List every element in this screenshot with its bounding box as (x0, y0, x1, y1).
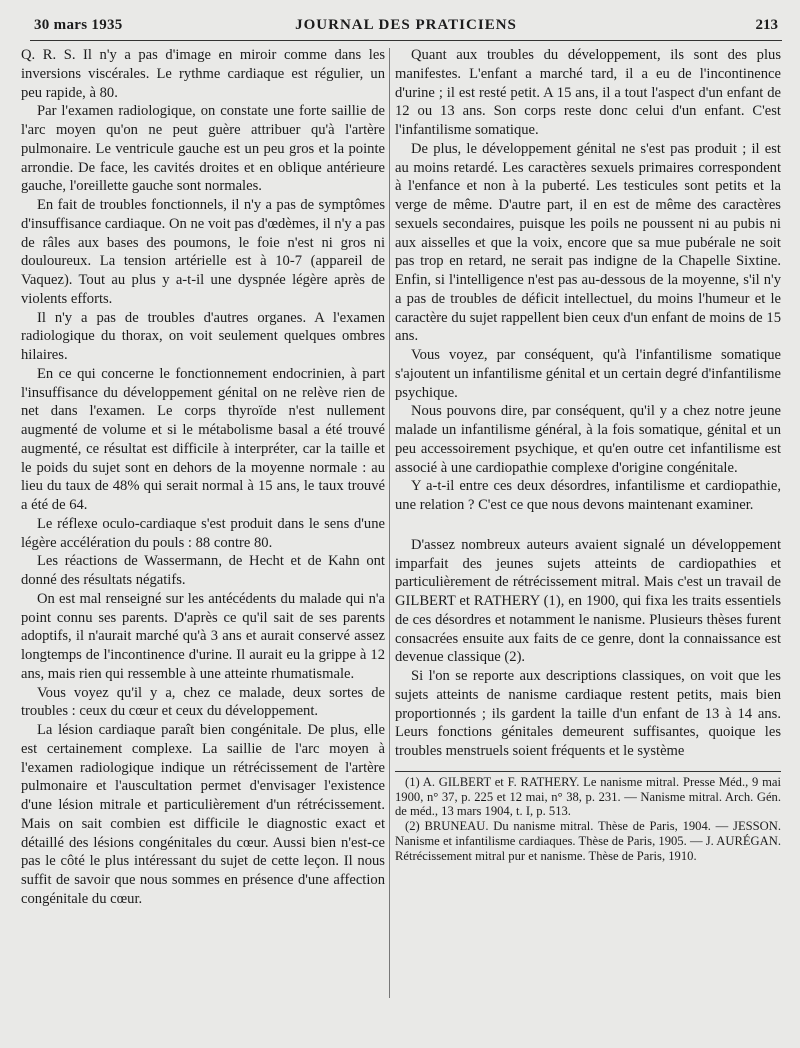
paragraph: En fait de troubles fonctionnels, il n'y a pas de symptômes d'insuffisance cardiaque. On ne voit pas d'œdèmes, il n'y a pas de râles aux bases des poumons, le foie n'est ni gros ni douloureux. La tension artérielle est à 10-7 (appareil de Vaquez). Tout au plus y a-t-il une dyspnée légère après de violents efforts. (21, 197, 385, 307)
paragraph: Y a-t-il entre ces deux désordres, infantilisme et cardiopathie, une relation ? C'est ce que nous devons maintenant examiner. (395, 478, 781, 513)
paragraph: Vous voyez, par conséquent, qu'à l'infantilisme somatique s'ajoutent un infantilisme génital et un certain degré d'infantilisme psychique. (395, 347, 781, 401)
paragraph: Par l'examen radiologique, on constate une forte saillie de l'arc moyen qu'on ne peut guère attribuer qu'à l'artère pulmonaire. Le ventricule gauche est un peu gros et la pointe arrondie. De face, les cavités droites et en oblique antérieure gauche, l'oreillette gauche sont normales. (21, 103, 385, 195)
footnote: (2) BRUNEAU. Du nanisme mitral. Thèse de Paris, 1904. — JESSON. Nanisme et infantilisme cardiaques. Thèse de Paris, 1905. — J. AURÉGAN. Rétrécissement mitral pur et nanisme. Thèse de Paris, 1910. (395, 819, 781, 863)
footnote: (1) A. GILBERT et F. RATHERY. Le nanisme mitral. Presse Méd., 9 mai 1900, n° 37, p. 225 et 12 mai, n° 38, p. 231. — Nanisme mitral. Arch. Gén. de méd., 13 mars 1904, t. I, p. 513. (395, 774, 781, 819)
paragraph: Q. R. S. Il n'y a pas d'image en miroir comme dans les inversions viscérales. Le rythme cardiaque est régulier, un peu rapide, à 80. (21, 47, 385, 101)
journal-title: JOURNAL DES PRATICIENS (295, 17, 517, 33)
left-column (21, 46, 385, 909)
paragraph: Si l'on se reporte aux descriptions classiques, on voit que les sujets atteints de nanisme cardiaque restent petits, mais bien proportionnés ; ils gardent la taille d'un enfant de 13 à 14 ans. Leurs fonctions génitales demeurent suffisantes, quoique les troubles menstruels soient fréquents et le système (395, 668, 781, 759)
paragraph: La lésion cardiaque paraît bien congénitale. De plus, elle est certainement complexe. La saillie de l'arc moyen à l'examen radiologique indique un rétrécissement de l'artère pulmonaire et l'auscultation permet d'envisager l'existence d'une lésion mitrale et particulièrement d'un rétrécissement. Mais on sait combien est difficile le diagnostic exact et détaillé des lésions congénitales du cœur. Aussi bien n'est-ce pas le côté le plus intéressant du sujet de cette leçon. Il nous suffit de savoir que nous sommes en présence d'une affection congénitale du cœur. (21, 722, 385, 907)
paragraph: Nous pouvons dire, par conséquent, qu'il y a chez notre jeune malade un infantilisme général, à la fois somatique, génital et un peu accessoirement psychique, et qu'en outre cet infantilisme est associé à une cardiopathie complexe d'origine congénitale. (395, 403, 781, 476)
paragraph: En ce qui concerne le fonctionnement endocrinien, à part l'insuffisance du développement génital on ne relève rien de net dans l'examen. Le corps thyroïde n'est nullement augmenté de volume et si le métabolisme basal a été trouvé augmenté, ce résultat est difficile à interpréter, car la taille et le poids du sujet sont en dehors de la moyenne normale : au lieu du taux de 48% qui serait normal à 15 ans, le taux trouvé a été de 64. (21, 365, 385, 513)
paragraph: Vous voyez qu'il y a, chez ce malade, deux sortes de troubles : ceux du cœur et ceux du développement. (21, 684, 385, 720)
paragraph: Il n'y a pas de troubles d'autres organes. A l'examen radiologique du thorax, on voit seulement quelques ombres hilaires. (21, 309, 385, 363)
page-number: 213 (755, 17, 778, 33)
paragraph: Les réactions de Wassermann, de Hecht et de Kahn ont donné des résultats négatifs. (21, 553, 385, 588)
page-header (30, 14, 782, 41)
issue-date: 30 mars 1935 (34, 17, 123, 33)
section-gap (395, 515, 781, 536)
footnotes (395, 771, 781, 864)
right-column (395, 46, 781, 864)
paragraph: De plus, le développement génital ne s'est pas produit ; il est au moins retardé. Les caractères sexuels primaires correspondent à l'enfance et non à la puberté. Les testicules sont petits et la verge de même. D'autre part, il en est de même des caractères sexuels secondaires, puisque les poils ne poussent ni au pubis ni aux aisselles et que la voix, encore que sa mue pubérale ne soit pas trop en retard, ne serait pas indigne de la Chapelle Sixtine. Enfin, si l'intelligence n'est pas au-dessous de la moyenne, s'il n'y a pas de troubles de déficit intellectuel, du moins l'humeur et le caractère du sujet rappellent bien ceux d'un enfant de moins de 15 ans. (395, 140, 781, 345)
paragraph: D'assez nombreux auteurs avaient signalé un développement imparfait des jeunes sujets atteints de cardiopathies et particulièrement de rétrécissement mitral. Mais c'est un travail de GILBERT et RATHERY (1), en 1900, qui fixa les traits essentiels de ces désordres et notamment le nanisme. Plusieurs thèses furent consacrées ensuite aux faits de ce genre, dont la connaissance est devenue classique (2). (395, 536, 781, 666)
paragraph: On est mal renseigné sur les antécédents du malade qui n'a point connu ses parents. D'après ce qu'il sait de ses parents adoptifs, il n'aurait marché qu'à 3 ans et aurait conservé assez longtemps de l'incontinence d'urine. Il aurait eu la grippe à 12 ans, mais rien qui ressemble à une atteinte rhumatismale. (21, 590, 385, 682)
paragraph: Le réflexe oculo-cardiaque s'est produit dans le sens d'une légère accélération du pouls : 88 contre 80. (21, 515, 385, 551)
paragraph: Quant aux troubles du développement, ils sont des plus manifestes. L'enfant a marché tard, il a eu de l'incontinence d'urine ; il est resté petit. A 15 ans, il a tout l'aspect d'un enfant de 12 ou 13 ans. Son corps reste donc celui d'un enfant. C'est l'infantilisme somatique. (395, 47, 781, 138)
column-divider (389, 48, 390, 998)
